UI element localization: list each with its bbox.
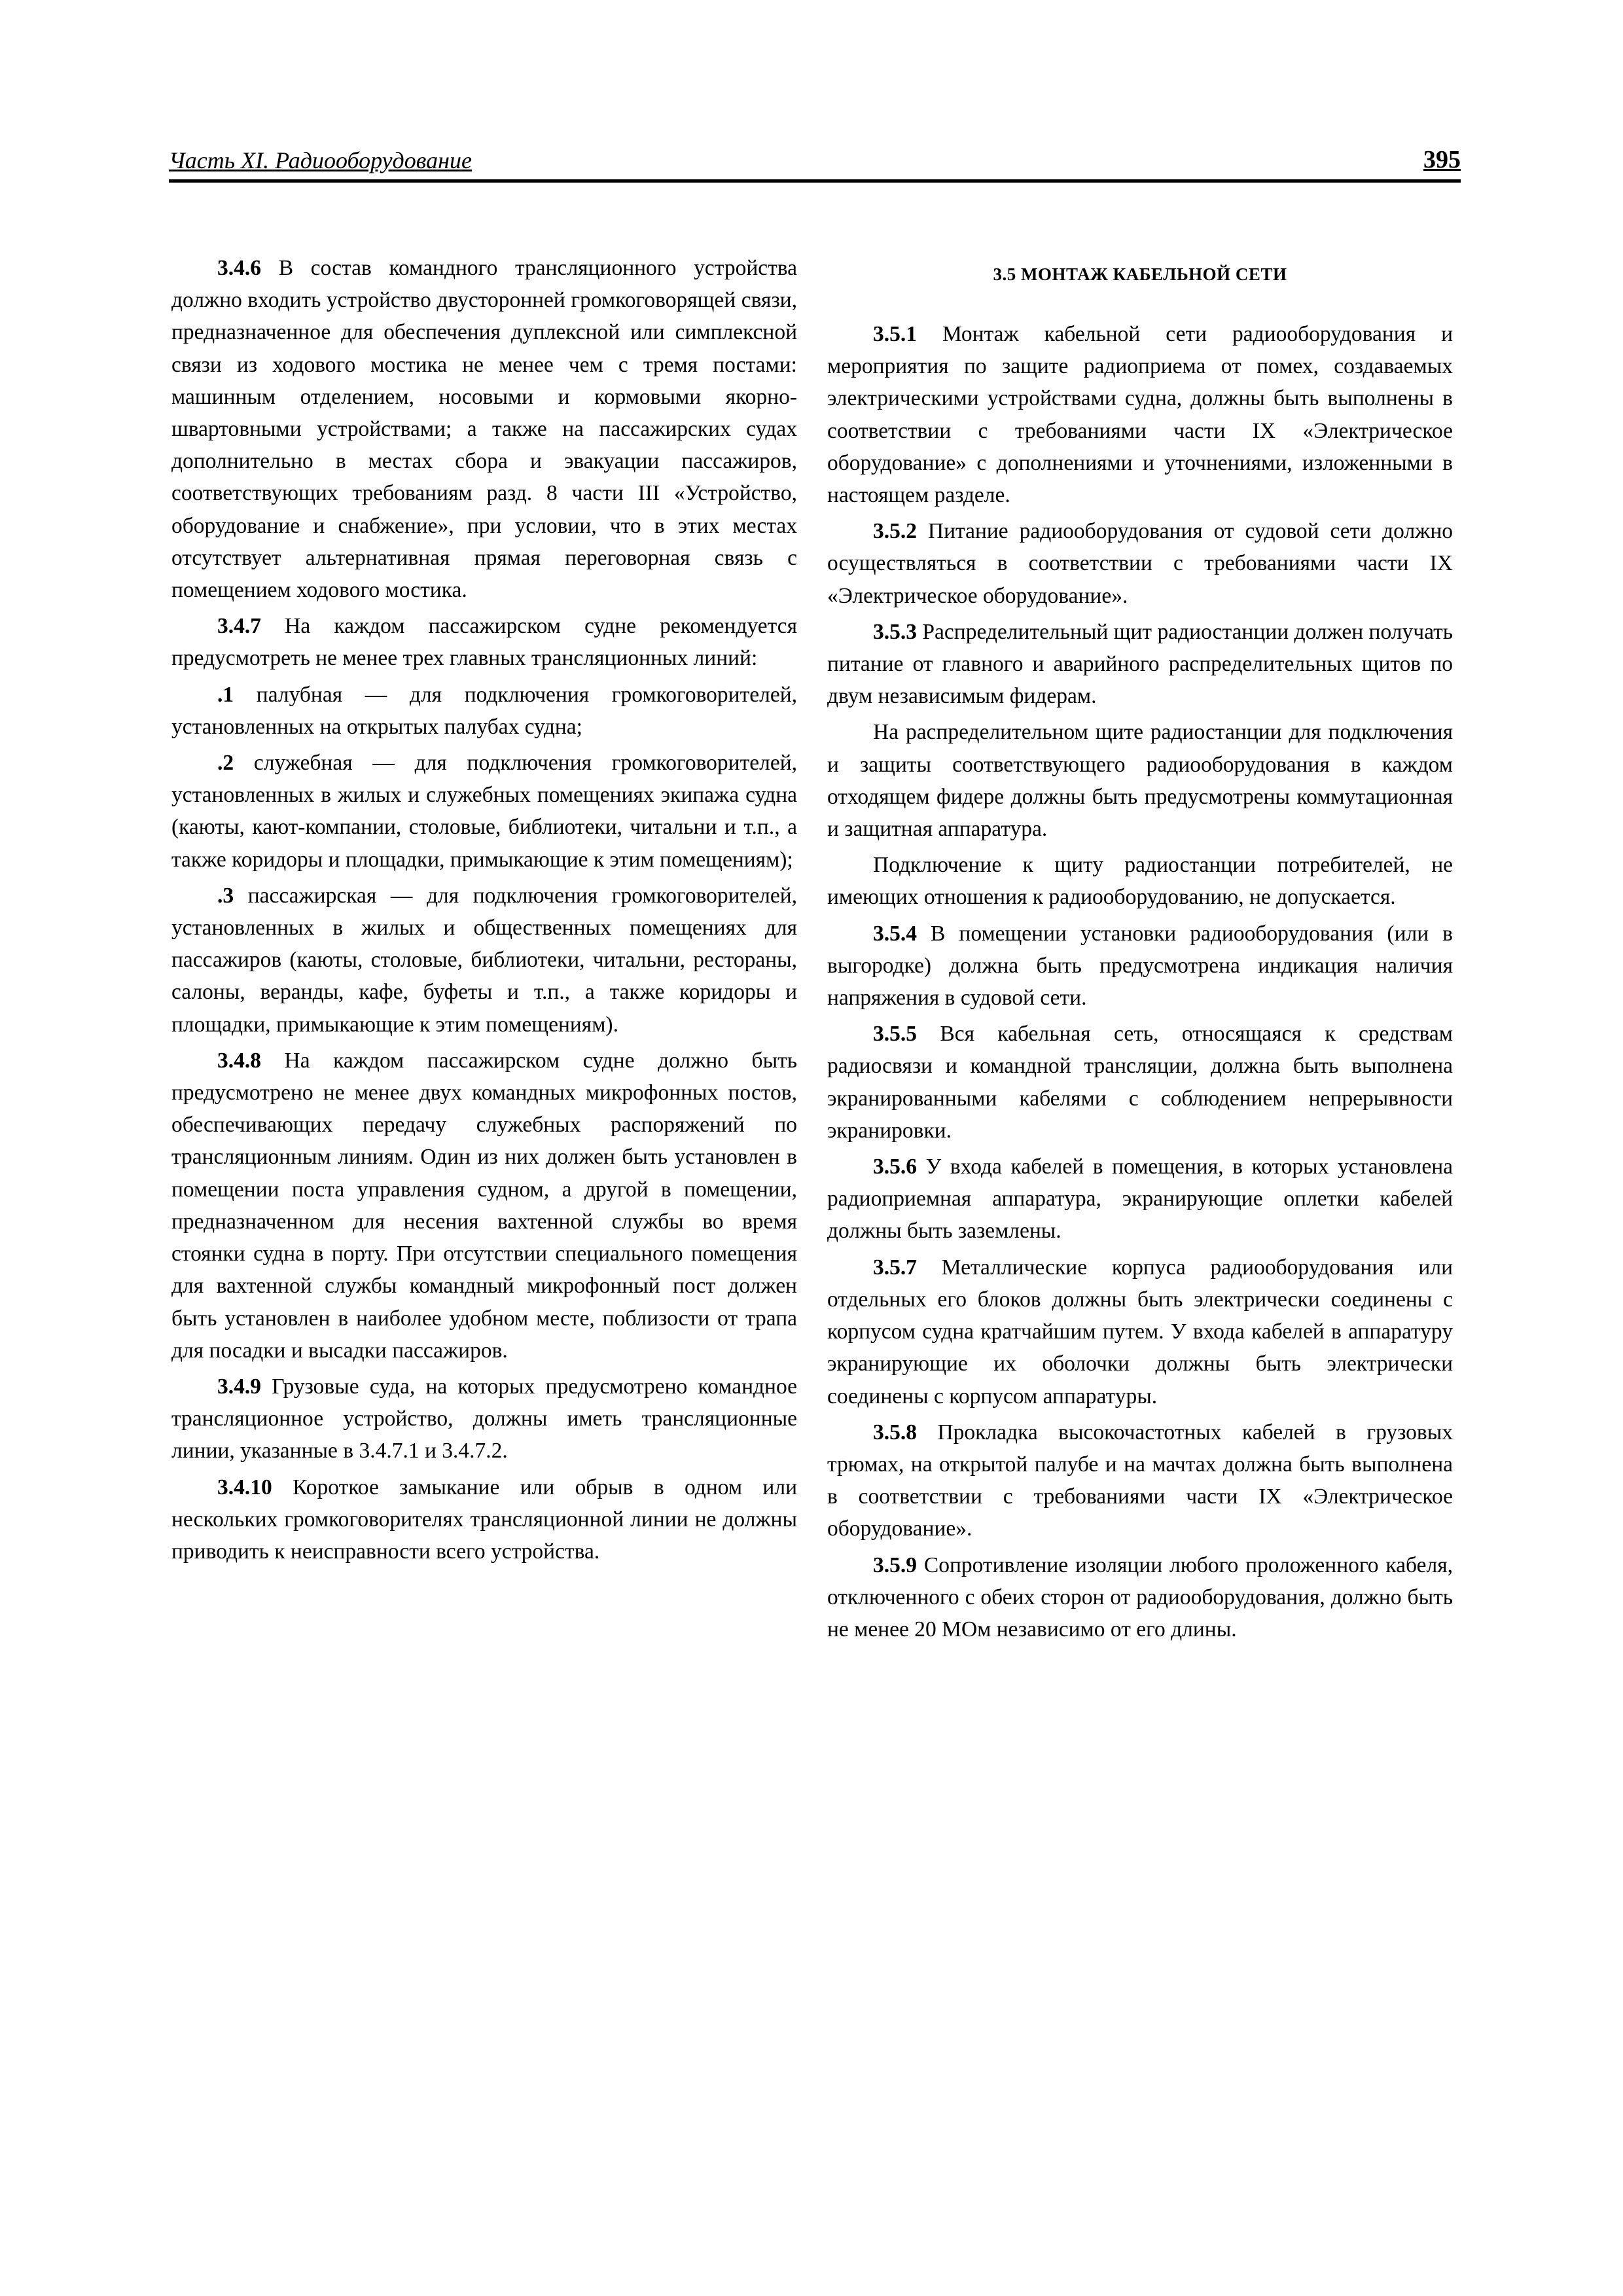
right-column (827, 252, 1453, 1649)
clause-text: Металлические корпуса радиооборудования или отдельных его блоков должны быть электрически соединены с корпусом судна кратчайшим путем. У входа кабелей в аппаратуру экранирующие их оболочки должны быть электрически соединены с корпусом аппаратуры. (827, 1255, 1454, 1408)
page-header (169, 145, 1461, 183)
clause-text: Сопротивление изоляции любого проложенного кабеля, отключенного с обеих сторон от радиооборудования, должно быть не менее 20 МОм независимо от его длины. (827, 1552, 1453, 1641)
clause-number: 3.5.1 (873, 322, 917, 346)
item-number: .1 (217, 682, 234, 707)
clause-number: 3.4.6 (217, 256, 261, 280)
clause-number: 3.4.8 (217, 1048, 261, 1073)
paragraph-3-4-8 (171, 1045, 797, 1367)
paragraph-3-4-10 (171, 1471, 797, 1568)
paragraph-3-5-1 (827, 318, 1453, 511)
clause-number: 3.4.10 (217, 1475, 272, 1499)
page-number: 395 (1423, 146, 1461, 173)
paragraph-3-5-2 (827, 515, 1453, 612)
paragraph-3-5-4 (827, 918, 1453, 1014)
clause-text: В состав командного трансляционного устройства должно входить устройство двусторонней громкоговорящей связи, предназначенное для обеспечения дуплексной или симплексной связи из ходового мостика не менее чем с тремя постами: машинным отделением, носовыми и кормовыми якорно-швартовными устройствами; а также на пассажирских судах дополнительно в местах сбора и эвакуации пассажиров, соответствующих требованиям разд. 8 части III «Устройство, оборудование и снабжение», при условии, что в этих местах отсутствует альтернативная прямая переговорная связь с помещением ходового мостика. (171, 256, 798, 603)
clause-text: Распределительный щит радиостанции должен получать питание от главного и аварийного распределительных щитов по двум независимым фидерам. (827, 619, 1453, 709)
paragraph-3-5-3-c (827, 849, 1453, 913)
clause-text: Подключение к щиту радиостанции потребителей, не имеющих отношения к радиооборудованию, не допускается. (827, 853, 1453, 910)
clause-number: 3.5.6 (873, 1155, 917, 1179)
list-item-3 (171, 880, 797, 1041)
paragraph-3-5-8 (827, 1416, 1453, 1545)
clause-number: 3.5.5 (873, 1022, 917, 1047)
list-item-2 (171, 747, 797, 876)
paragraph-3-5-5 (827, 1018, 1453, 1147)
clause-number: 3.5.7 (873, 1255, 917, 1280)
paragraph-3-5-3 (827, 616, 1453, 713)
item-number: .3 (217, 883, 234, 908)
running-title: Часть XI. Радиооборудование (169, 147, 472, 173)
clause-text: На каждом пассажирском судне должно быть предусмотрено не менее двух командных микрофонных постов, обеспечивающих передачу служебных распоряжений по трансляционным линиям. Один из них должен быть установлен в помещении поста управления судном, а другой в помещении, предназначенном для несения вахтенной службы во время стоянки судна в порту. При отсутствии специального помещения для вахтенной службы командный микрофонный пост должен быть установлен в наиболее удобном месте, поблизости от трапа для посадки и высадки пассажиров. (171, 1048, 797, 1363)
item-text: служебная — для подключения громкоговорителей, установленных в жилых и служебных помещениях экипажа судна (каюты, кают-компании, столовые, библиотеки, читальни и т.п., а также коридоры и площадки, примыкающие к этим помещениям); (171, 751, 797, 872)
item-number: .2 (217, 751, 234, 776)
clause-number: 3.5.9 (873, 1552, 917, 1577)
paragraph-3-5-7 (827, 1251, 1453, 1412)
paragraph-3-4-9 (171, 1371, 797, 1467)
section-title: 3.5 МОНТАЖ КАБЕЛЬНОЙ СЕТИ (993, 264, 1287, 284)
clause-text: Монтаж кабельной сети радиооборудования и мероприятия по защите радиоприема от помех, создаваемых электрическими устройствами судна, должны быть выполнены в соответствии с требованиями части IX «Электрическое оборудование» с дополнениями и уточнениями, изложенными в настоящем разделе. (827, 322, 1454, 508)
left-column (171, 252, 797, 1571)
paragraph-3-4-6 (171, 252, 797, 606)
clause-text: Прокладка высокочастотных кабелей в грузовых трюмах, на открытой палубе и на мачтах должна быть выполнена в соответствии с требованиями части IX «Электрическое оборудование». (827, 1420, 1453, 1541)
clause-number: 3.5.3 (873, 619, 917, 644)
item-text: палубная — для подключения громкоговорителей, установленных на открытых палубах судна; (171, 682, 798, 739)
clause-number: 3.4.9 (217, 1374, 261, 1399)
paragraph-3-5-6 (827, 1151, 1453, 1247)
clause-number: 3.4.7 (217, 614, 261, 639)
paragraph-3-5-3-b (827, 716, 1453, 845)
clause-text: Вся кабельная сеть, относящаяся к средствам радиосвязи и командной трансляции, должна быть выполнена экранированными кабелями с соблюдением непрерывности экранировки. (827, 1022, 1454, 1143)
clause-text: На распределительном щите радиостанции для подключения и защиты соответствующего радиооборудования в каждом отходящем фидере должны быть предусмотрены коммутационная и защитная аппаратура. (827, 720, 1453, 842)
clause-text: На каждом пассажирском судне рекомендуется предусмотреть не менее трех главных трансляционных линий: (171, 614, 798, 671)
clause-text: Питание радиооборудования от судовой сети должно осуществляться в соответствии с требованиями части IX «Электрическое оборудование». (827, 519, 1453, 608)
list-item-1 (171, 679, 797, 743)
paragraph-3-5-9 (827, 1549, 1453, 1646)
clause-text: У входа кабелей в помещения, в которых установлена радиоприемная аппаратура, экранирующие оплетки кабелей должны быть заземлены. (827, 1155, 1453, 1244)
clause-text: В помещении установки радиооборудования (или в выгородке) должна быть предусмотрена индикация наличия напряжения в судовой сети. (827, 921, 1453, 1011)
item-text: пассажирская — для подключения громкоговорителей, установленных в жилых и общественных помещениях для пассажиров (каюты, столовые, библиотеки, читальни, рестораны, салоны, веранды, кафе, буфеты и т.п., а также коридоры и площадки, примыкающие к этим помещениям). (171, 883, 797, 1037)
clause-number: 3.5.4 (873, 921, 917, 946)
paragraph-3-4-7 (171, 610, 797, 674)
clause-number: 3.5.8 (873, 1420, 917, 1444)
clause-text: Грузовые суда, на которых предусмотрено командное трансляционное устройство, должны иметь трансляционные линии, указанные в 3.4.7.1 и 3.4.7.2. (171, 1374, 797, 1463)
clause-number: 3.5.2 (873, 519, 917, 544)
clause-text: Короткое замыкание или обрыв в одном или нескольких громкоговорителях трансляционной линии не должны приводить к неисправности всего устройства. (171, 1475, 797, 1564)
